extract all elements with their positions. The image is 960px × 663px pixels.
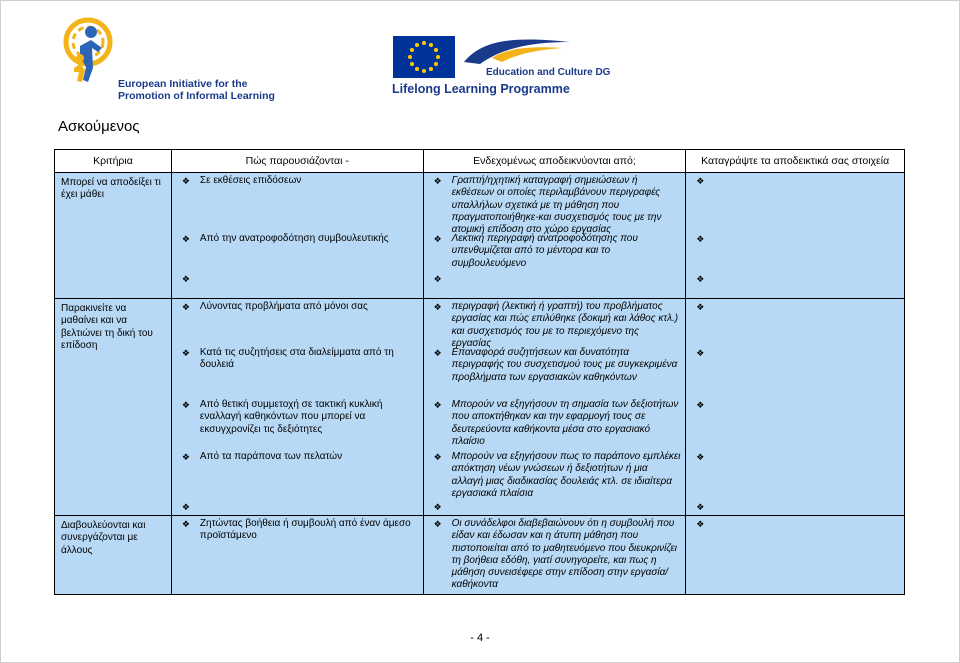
eipil-logo-text <box>118 78 275 102</box>
diamond-bullet-icon: ❖ <box>181 176 190 186</box>
how-text: Από θετική συμμετοχή σε τακτική κυκλική εναλλαγή καθηκόντων που μπορεί να εκσυγχρονίζει τις δεξιότητες <box>199 399 383 435</box>
page-title: Ασκούμενος <box>58 118 140 135</box>
eipil-logo-line-1: European Initiative for the <box>118 78 248 90</box>
evidence-cell <box>423 173 686 299</box>
criterion-cell: Μπορεί να αποδείξει τι έχει μάθει <box>55 173 172 299</box>
table-row <box>55 516 905 595</box>
header-record: Καταγράψτε τα αποδεικτικά σας στοιχεία <box>686 150 905 173</box>
diamond-bullet-icon: ❖ <box>181 502 190 512</box>
diamond-bullet-icon: ❖ <box>433 234 442 244</box>
header-criteria: Κριτήρια <box>55 150 172 173</box>
evidence-text: Μπορούν να εξηγήσουν τη σημασία των δεξιοτήτων που αποκτήθηκαν και την εφαρμογή τους σε δευτερεύοντα καθήκοντα μέσα στο εργασιακό πλαίσιο <box>451 399 679 447</box>
how-text: Από την ανατροφοδότηση συμβουλευτικής <box>199 233 389 244</box>
evidence-text: Οι συνάδελφοι διαβεβαιώνουν ότι η συμβουλή που είδαν και έδωσαν και η άτυπη μάθηση που πιστοποιείται από το μαθητευόμενο που διευκρινίζει τη βοήθεια εδόθη, γιατί συνηγορείτε, και πως η μάθηση συνεισέφερε στην επίδοση στην εργασία/ καθήκοντα <box>451 518 677 591</box>
how-cell <box>171 173 423 299</box>
diamond-bullet-icon: ❖ <box>696 302 705 312</box>
record-cell[interactable] <box>686 299 905 516</box>
lifelong-learning-label: Lifelong Learning Programme <box>392 82 570 96</box>
diamond-bullet-icon: ❖ <box>181 234 190 244</box>
diamond-bullet-icon: ❖ <box>696 452 705 462</box>
eipil-figure-icon <box>58 12 122 100</box>
header-how: Πώς παρουσιάζονται - <box>171 150 423 173</box>
eipil-logo <box>58 12 275 104</box>
how-text: Κατά τις συζητήσεις στα διαλείμματα από τη δουλειά <box>199 347 394 371</box>
diamond-bullet-icon: ❖ <box>696 519 705 529</box>
diamond-bullet-icon: ❖ <box>433 348 442 358</box>
lifelong-learning-swoosh-icon <box>462 36 572 66</box>
eu-dg-label: Education and Culture DG <box>486 67 611 78</box>
how-text: Από τα παράπονα των πελατών <box>199 451 343 462</box>
how-cell <box>171 516 423 595</box>
diamond-bullet-icon: ❖ <box>181 400 190 410</box>
table-header-row <box>55 150 905 173</box>
diamond-bullet-icon: ❖ <box>433 452 442 462</box>
diamond-bullet-icon: ❖ <box>181 302 190 312</box>
evidence-text: Γραπτή/ηχητική καταγραφή σημειώσεων ή εκθέσεων οι οποίες περιλαμβάνουν περιγραφές υπαλλήλων σχετικά με τη μάθηση που πραγματοποιήθηκε-και συσχετισμός τους με την ατομική επίδοση στο χώρο εργασίας <box>451 175 662 236</box>
criteria-table <box>54 149 905 595</box>
diamond-bullet-icon: ❖ <box>696 234 705 244</box>
diamond-bullet-icon: ❖ <box>181 519 190 529</box>
evidence-text: Μπορούν να εξηγήσουν πως το παράπονο εμπλέκει απόκτηση νέων γνώσεων ή δεξιοτήτων ή μια αλλαγή μιας διαδικασίας δουλειάς κτλ. σε ιδιαίτερα εργασιακά πλαίσια <box>451 451 681 499</box>
evidence-cell <box>423 299 686 516</box>
how-text: Λύνοντας προβλήματα από μόνοι σας <box>199 301 368 312</box>
diamond-bullet-icon: ❖ <box>696 274 705 284</box>
record-cell[interactable] <box>686 516 905 595</box>
page-number: - 4 - <box>470 632 490 644</box>
how-text: Σε εκθέσεις επιδόσεων <box>199 175 302 186</box>
criterion-cell: Διαβουλεύονται και συνεργάζονται με άλλους <box>55 516 172 595</box>
criterion-cell: Παρακινείτε να μαθαίνει και να βελτιώνει τη δική του επίδοση <box>55 299 172 516</box>
evidence-text: περιγραφή (λεκτική ή γραπτή) του προβλήματος εργασίας και πώς επιλύθηκε (δοκιμή και λάθος κτλ.) και συσχετισμός του με το περιεχόμενο της εργασίας <box>451 301 679 349</box>
lifelong-learning-logo <box>392 36 611 100</box>
diamond-bullet-icon: ❖ <box>433 176 442 186</box>
diamond-bullet-icon: ❖ <box>696 400 705 410</box>
evidence-cell <box>423 516 686 595</box>
diamond-bullet-icon: ❖ <box>433 502 442 512</box>
evidence-text: Επαναφορά συζητήσεων και δυνατότητα περιγραφής του συσχετισμού τους με συγκεκριμένα προβλήματα των εργασιακών καθηκόντων <box>451 347 678 383</box>
diamond-bullet-icon: ❖ <box>433 519 442 529</box>
eipil-logo-line-2: Promotion of Informal Learning <box>118 90 275 102</box>
how-text: Ζητώντας βοήθεια ή συμβουλή από έναν άμεσο προϊστάμενο <box>199 518 411 542</box>
diamond-bullet-icon: ❖ <box>181 348 190 358</box>
record-cell[interactable] <box>686 173 905 299</box>
diamond-bullet-icon: ❖ <box>433 400 442 410</box>
header-evidence: Ενδεχομένως αποδεικνύονται από; <box>423 150 686 173</box>
how-cell <box>171 299 423 516</box>
diamond-bullet-icon: ❖ <box>696 348 705 358</box>
evidence-text: Λεκτική περιγραφή ανατροφοδότησης που υπενθυμίζεται από το μέντορα και το συμβουλευόμενο <box>451 233 638 269</box>
eu-flag-icon <box>393 36 455 78</box>
diamond-bullet-icon: ❖ <box>696 502 705 512</box>
diamond-bullet-icon: ❖ <box>433 274 442 284</box>
diamond-bullet-icon: ❖ <box>696 176 705 186</box>
table-row <box>55 173 905 299</box>
table-row <box>55 299 905 516</box>
diamond-bullet-icon: ❖ <box>181 274 190 284</box>
diamond-bullet-icon: ❖ <box>433 302 442 312</box>
diamond-bullet-icon: ❖ <box>181 452 190 462</box>
